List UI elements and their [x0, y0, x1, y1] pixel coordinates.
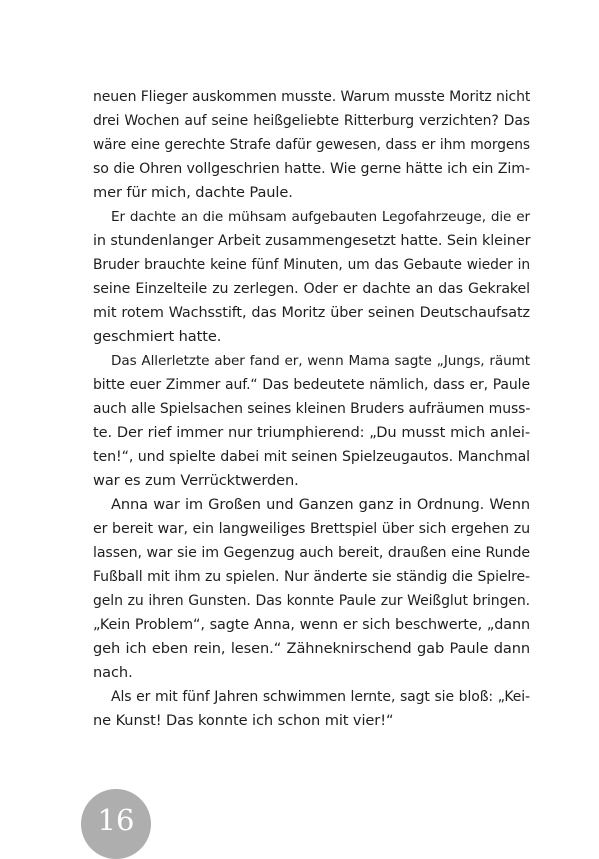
text-line: war es zum Verrücktwerden.	[93, 472, 299, 489]
text-line: er bereit war, ein langweiliges Brettspiel über sich ergehen zu	[93, 521, 530, 537]
text-line: neuen Flieger auskommen musste. Warum musste Moritz nicht	[93, 89, 531, 105]
text-line: bitte euer Zimmer auf.“ Das bedeutete nämlich, dass er, Paule	[93, 377, 530, 393]
text-line: ne Kunst! Das konnte ich schon mit vier!“	[93, 712, 394, 729]
page-number: 16	[97, 803, 135, 837]
text-line: in stundenlanger Arbeit zusammengesetzt hatte. Sein kleiner	[93, 233, 531, 249]
text-line: mer für mich, dachte Paule.	[93, 184, 293, 201]
text-line: ten!“, und spielte dabei mit seinen Spielzeugautos. Manchmal	[93, 449, 530, 465]
text-line: te. Der rief immer nur triumphierend: „Du musst mich anlei-	[93, 424, 530, 441]
text-line: auch alle Spielsachen seines kleinen Bruders aufräumen muss-	[93, 401, 531, 417]
text-line: geh ich eben rein, lesen.“ Zähneknirschend gab Paule dann	[93, 640, 530, 657]
text-line: mit rotem Wachsstift, das Moritz über seinen Deutschaufsatz	[93, 305, 530, 321]
text-line: geln zu ihren Gunsten. Das konnte Paule zur Weißglut bringen.	[93, 593, 530, 609]
body-text	[93, 85, 530, 733]
text-line: Anna war im Großen und Ganzen ganz in Ordnung. Wenn	[111, 496, 530, 513]
text-line: nach.	[93, 664, 133, 681]
text-line: wäre eine gerechte Strafe dafür gewesen, dass er ihm morgens	[93, 137, 530, 153]
text-line: seine Einzelteile zu zerlegen. Oder er dachte an das Gekrakel	[93, 281, 530, 297]
text-line: Fußball mit ihm zu spielen. Nur änderte sie ständig die Spielre-	[93, 569, 530, 585]
text-line: „Kein Problem“, sagte Anna, wenn er sich beschwerte, „dann	[93, 617, 530, 633]
text-line: drei Wochen auf seine heißgeliebte Ritterburg verzichten? Das	[93, 113, 530, 129]
text-line: Er dachte an die mühsam aufgebauten Legofahrzeuge, die er	[111, 209, 530, 225]
text-line: geschmiert hatte.	[93, 328, 222, 345]
text-line: Bruder brauchte keine fünf Minuten, um das Gebaute wieder in	[93, 257, 530, 273]
text-line: Das Allerletzte aber fand er, wenn Mama sagte „Jungs, räumt	[111, 353, 530, 369]
page-number-badge	[81, 789, 151, 859]
text-line: lassen, war sie im Gegenzug auch bereit, draußen eine Runde	[93, 545, 530, 561]
text-line: so die Ohren vollgeschrien hatte. Wie gerne hätte ich ein Zim-	[93, 161, 530, 177]
text-line: Als er mit fünf Jahren schwimmen lernte, sagt sie bloß: „Kei-	[111, 689, 530, 705]
